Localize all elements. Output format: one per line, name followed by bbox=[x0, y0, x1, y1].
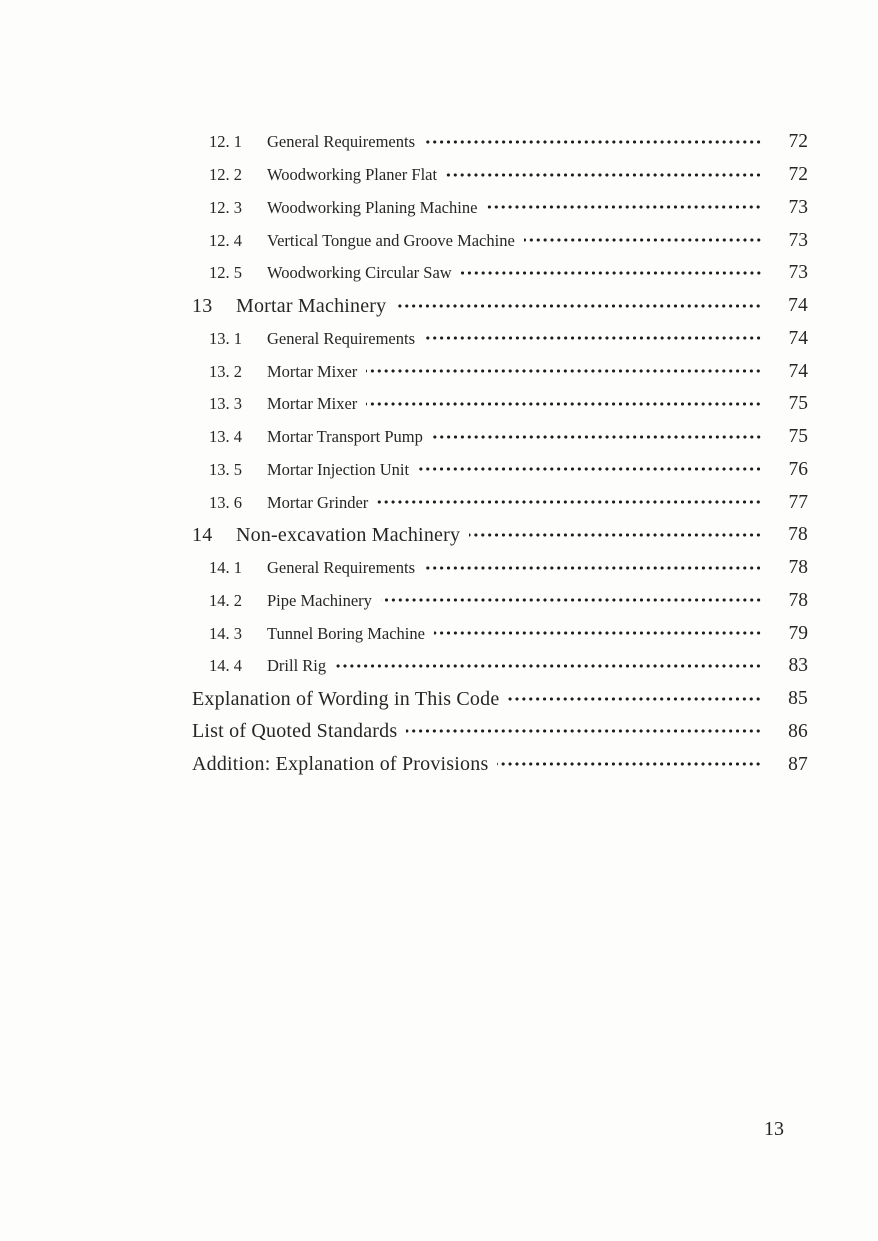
toc-entry bbox=[192, 454, 808, 487]
toc-entry bbox=[192, 257, 808, 290]
toc-entry-page: 73 bbox=[788, 196, 808, 218]
toc-entry-title: Non-excavation Machinery bbox=[236, 523, 461, 546]
toc-entry-title: General Requirements bbox=[267, 328, 415, 348]
dot-leader bbox=[395, 303, 762, 309]
toc-entry-title: List of Quoted Standards bbox=[192, 720, 398, 743]
toc-entry-title: General Requirements bbox=[267, 132, 415, 152]
dot-leader bbox=[461, 270, 762, 276]
toc-entry-title: Mortar Grinder bbox=[267, 492, 369, 512]
toc-entry-number: 14. 2 bbox=[209, 590, 242, 610]
dot-leader bbox=[469, 532, 762, 538]
toc-entry-page: 73 bbox=[788, 229, 808, 251]
toc-entry-page: 75 bbox=[788, 393, 808, 415]
toc-entry-page: 74 bbox=[788, 360, 808, 382]
toc-entry-number: 13. 4 bbox=[209, 427, 242, 447]
toc-entry-page: 76 bbox=[788, 458, 808, 480]
toc-entry-page: 79 bbox=[788, 622, 808, 644]
toc-entry-number: 13 bbox=[192, 294, 213, 317]
toc-entry-title: General Requirements bbox=[267, 558, 415, 578]
dot-leader bbox=[377, 499, 762, 505]
dot-leader bbox=[434, 630, 762, 636]
toc-entry-number: 13. 3 bbox=[209, 394, 242, 414]
toc-entry bbox=[192, 716, 808, 749]
dot-leader bbox=[432, 434, 762, 440]
dot-leader bbox=[424, 335, 762, 341]
page-number: 13 bbox=[764, 1118, 784, 1140]
toc-entry-page: 78 bbox=[788, 557, 808, 579]
toc-entry bbox=[192, 388, 808, 421]
toc-entry-page: 78 bbox=[788, 589, 808, 611]
toc-entry-number: 14 bbox=[192, 523, 213, 546]
dot-leader bbox=[508, 696, 762, 702]
toc-entry-title: Pipe Machinery bbox=[267, 590, 372, 610]
toc-entry-number: 13. 1 bbox=[209, 328, 242, 348]
toc-entry-title: Mortar Transport Pump bbox=[267, 427, 423, 447]
toc-entry bbox=[192, 421, 808, 454]
toc-entry-number: 14. 3 bbox=[209, 623, 242, 643]
toc-entry-number: 14. 1 bbox=[209, 558, 242, 578]
dot-leader bbox=[486, 204, 762, 210]
toc-entry-page: 73 bbox=[788, 262, 808, 284]
dot-leader bbox=[524, 237, 762, 243]
toc-entry-title: Explanation of Wording in This Code bbox=[192, 687, 500, 710]
toc-entry-page: 85 bbox=[788, 688, 808, 710]
toc-entry-title: Mortar Injection Unit bbox=[267, 459, 410, 479]
toc-entry-page: 74 bbox=[788, 295, 808, 317]
toc-entry bbox=[192, 585, 808, 618]
toc-entry-number: 12. 2 bbox=[209, 165, 242, 185]
toc-entry-page: 86 bbox=[788, 720, 808, 742]
dot-leader bbox=[335, 663, 762, 669]
dot-leader bbox=[406, 728, 762, 734]
toc-entry-number: 13. 2 bbox=[209, 361, 242, 381]
toc-entry bbox=[192, 224, 808, 257]
toc-entry-number: 13. 5 bbox=[209, 459, 242, 479]
toc-entry-title: Mortar Machinery bbox=[236, 294, 387, 317]
toc-entry-title: Mortar Mixer bbox=[267, 361, 358, 381]
dot-leader bbox=[418, 466, 762, 472]
dot-leader bbox=[424, 565, 762, 571]
toc-entry bbox=[192, 486, 808, 519]
toc-entry-page: 78 bbox=[788, 524, 808, 546]
toc-entry-page: 72 bbox=[788, 131, 808, 153]
toc-entry bbox=[192, 159, 808, 192]
toc-entry-title: Tunnel Boring Machine bbox=[267, 623, 425, 643]
toc-entry-number: 12. 4 bbox=[209, 230, 242, 250]
toc-entry-title: Woodworking Circular Saw bbox=[267, 263, 452, 283]
toc-entry-title: Mortar Mixer bbox=[267, 394, 358, 414]
toc-entry-number: 13. 6 bbox=[209, 492, 242, 512]
toc-entry bbox=[192, 290, 808, 323]
toc-entry-page: 72 bbox=[788, 164, 808, 186]
dot-leader bbox=[497, 761, 762, 767]
toc-entry-number: 12. 5 bbox=[209, 263, 242, 283]
dot-leader bbox=[381, 597, 762, 603]
dot-leader bbox=[446, 172, 762, 178]
toc-entry bbox=[192, 617, 808, 650]
toc-entry-title: Woodworking Planing Machine bbox=[267, 197, 478, 217]
toc-entry-title: Woodworking Planer Flat bbox=[267, 165, 438, 185]
toc-entry-title: Addition: Explanation of Provisions bbox=[192, 753, 489, 776]
toc-entry bbox=[192, 683, 808, 716]
toc-entry-page: 87 bbox=[788, 753, 808, 775]
toc-entry bbox=[192, 552, 808, 585]
toc-entry-number: 14. 4 bbox=[209, 656, 242, 676]
toc-entry-number: 12. 1 bbox=[209, 132, 242, 152]
dot-leader bbox=[366, 368, 762, 374]
toc-entry-title: Vertical Tongue and Groove Machine bbox=[267, 230, 515, 250]
dot-leader bbox=[424, 139, 762, 145]
toc-entry-title: Drill Rig bbox=[267, 656, 327, 676]
toc-entry bbox=[192, 192, 808, 225]
dot-leader bbox=[366, 401, 762, 407]
toc-entry bbox=[192, 650, 808, 683]
toc-entry-page: 75 bbox=[788, 426, 808, 448]
toc-entry bbox=[192, 355, 808, 388]
toc-entry bbox=[192, 519, 808, 552]
toc-entry bbox=[192, 323, 808, 356]
toc-entry-page: 77 bbox=[788, 491, 808, 513]
table-of-contents bbox=[192, 126, 808, 781]
toc-entry-page: 74 bbox=[788, 327, 808, 349]
toc-entry-number: 12. 3 bbox=[209, 197, 242, 217]
toc-entry-page: 83 bbox=[788, 655, 808, 677]
toc-entry bbox=[192, 126, 808, 159]
toc-entry bbox=[192, 748, 808, 781]
